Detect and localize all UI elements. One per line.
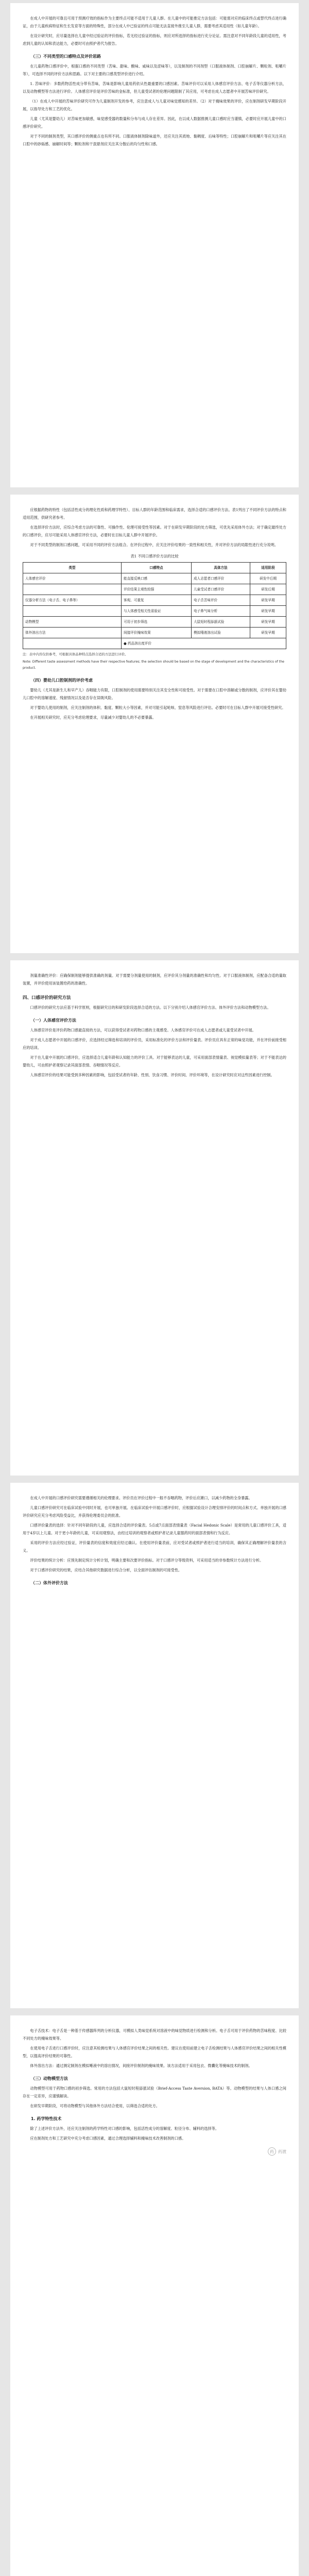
- paragraph: 对于不同类型的制剂口感问题，可采用不同的评价方法组合。在评价过程中，应关注评价结果的一致性和相关性，并对评价方法的局限性进行充分说明。: [30, 543, 278, 547]
- table-cell: 研发后期: [250, 584, 286, 595]
- paragraph: 采用的评价方法应经过验证，评价量表的信度和效度应经过确认。在使用评价量表前，应对受试者或照护者进行适当的培训，确保其正确理解评价量表的含义。: [23, 1540, 286, 1553]
- table-cell: 研发中后期: [250, 573, 286, 584]
- table-cell: ● 药品溶出度评价: [121, 638, 286, 649]
- table-cell: [23, 584, 122, 595]
- table-header-cell: 口感特点: [121, 563, 191, 573]
- paragraph: 应根据药物的特性（包括活性成分的理化性质和药理学特性）、目标人群的年龄范围和临床需求，选择合适的口感评价方法。表1列出了不同评价方法的特点和适用范围，供研究者参考。: [23, 507, 286, 520]
- table-cell: 客观、可重复: [121, 595, 191, 606]
- paragraph: 在儿童药物口感评价中，根据口感的不同类型（苦味、甜味、酸味、咸味以及涩味等），以及制剂的不同剂型（口服液体制剂、口腔崩解片、颗粒剂、咀嚼片等），可选择不同的评价方法和思路。以下对主要的口感类型评价进行介绍。: [23, 64, 286, 76]
- watermark-label: 药渡: [278, 2149, 286, 2154]
- table-row: [23, 595, 286, 606]
- table-cell: 人体感官评价: [23, 573, 122, 584]
- table-cell: 儿童受试者口感评价: [191, 584, 250, 595]
- table-cell: 模拟唾液溶出试验: [191, 628, 250, 638]
- paragraph: 应在制剂处方和工艺研究中充分考虑口感因素，通过合理选择辅料和掩味技术改善制剂的口感。: [30, 2136, 186, 2141]
- document-page: [10, 1483, 299, 2008]
- paragraph: 剂量准确性评价：应确保制剂能够提供准确的剂量。对于需要分剂量使用的制剂，应评价其分剂量的准确性和均匀性。对于口服液体制剂，应配备合适的量取装置，并评价使用该装置给药的准确性。: [23, 973, 286, 986]
- paragraph: 对于婴幼儿使用的制剂，应关注制剂的体积、黏度、颗粒大小等因素，并对可能引起呛咳、窒息等风险进行评估。必要时可在目标人群中开展可接受性研究。: [30, 705, 286, 710]
- paragraph: 在成人中开展的可靠且可用于预测疗效的指标作为主要终点可能不适用于儿童人群。在儿童中的可能推定方法包括：可能需对应的临床终点或替代终点进行确证，由于儿童疾病特征和生长发育等方面的特殊性，部分在成人中已验证的终点可能无法直接外推至儿童人群，需要考虑其适用性（如儿童年龄）。: [23, 16, 286, 28]
- paragraph: （1）在成人中开展的苦味评价研究可作为儿童制剂开发的参考，应注意成人与儿童对味觉感知的差异。（2）对于掩味效果的评价，应在制剂研发早期阶段开展，以指导处方和工艺的优化。: [23, 99, 286, 111]
- table-cell: 动物模型: [23, 617, 122, 628]
- document-page: [10, 3, 299, 487]
- section-heading: （四）婴幼儿口腔制剂的评价考虑: [31, 678, 93, 683]
- paragraph: 电子舌技术：电子舌是一种基于传感器阵列的分析仪器，可模拟人类味觉系统对溶液中的味觉物质进行检测和分析。电子舌可用于评价药物的苦味程度、比较不同处方的掩味效果等。: [23, 2028, 286, 2041]
- table-cell: 研发早期: [250, 606, 286, 617]
- paragraph: 在成人中开展的口感评价研究需要遵循相关的伦理要求。评价员在评价过程中一般不吞咽药物，评价后应漱口，以减少药物的全身暴露。: [30, 1496, 252, 1500]
- table-cell: 研发早期: [250, 595, 286, 606]
- table-cell: 研发早期: [250, 628, 286, 638]
- table-cell: 评价结果主观性较强: [121, 584, 191, 595]
- section-heading: （二）体外评价方法: [31, 1581, 68, 1585]
- table-cell: 间接评价掩味效果: [121, 628, 191, 638]
- paragraph: 在选择评价方法时，应综合考虑方法的可靠性、可操作性、伦理可接受性等因素。对于在研发早期阶段的处方筛选，可优先采用体外方法；对于确定最终处方的口感评价，应尽可能采用人体感官评价方法，必要时在目标儿童人群中开展评价。: [23, 525, 286, 537]
- table-cell: [23, 606, 122, 617]
- paragraph: 对于在儿童中开展的口感评价，应选择适合儿童年龄和认知能力的评价工具。对于能够表达的儿童，可采用面部表情量表、视觉模拟量表等；对于不能表达的婴幼儿，可由照护者观察记录其面部表情、吞咽情况等反应。: [23, 1055, 286, 1067]
- paragraph: 对于成人志愿者中开展的口感评价，应选择经过筛选和培训的评价员，采用标准化的评价方法和评价量表。评价员应具有正常的味觉功能，并在评价前接受相应的培训。: [23, 1038, 286, 1050]
- document-page: [10, 960, 299, 1476]
- watermark: [23, 2147, 286, 2156]
- paragraph: 1. 苦味评价：多数药物活性成分带有苦味，苦味是影响儿童用药依从性最重要的口感因素。苦味评价可以采用人体感官评价方法、电子舌等仪器分析方法，以及动物模型等方法进行评价。人体感官评价是评价苦味的金标准，但儿童受试者的伦理问题限制了其应用，可考虑在成人志愿者中开展苦味评价研究。: [23, 81, 286, 94]
- paragraph: 在使用电子舌进行口感评价时，应注意其检测结果与人体感官评价结果之间的相关性。建议在使用前建立电子舌检测结果与人体感官评价结果之间的相关性模型，以提高评价结果的可靠性。: [23, 2046, 286, 2058]
- table-cell: 能直接反映口感: [121, 573, 191, 584]
- table-row: [23, 638, 286, 649]
- table-header-cell: 类型: [23, 563, 122, 573]
- table-caption: 表1 不同口感评价方法的比较: [130, 554, 179, 558]
- paragraph: 在开展相关研究时，应充分考虑伦理要求，尽量减少对婴幼儿的不必要暴露。: [30, 715, 156, 720]
- table-cell: 电子鼻气味分析: [191, 606, 250, 617]
- paragraph: 除了上述评价方法外，还应关注制剂的药学特性对口感的影响，包括活性成分的溶解度、粒径分布、辅料的选择等。: [30, 2126, 219, 2131]
- paragraph: 对于口感评价研究的结果，应结合其他研究数据进行综合分析，以全面评估制剂的可接受性。: [30, 1568, 182, 1572]
- paragraph: 口感评价的研究方法应基于科学原则，根据研究目的和研发阶段选择合适的方法。以下分别介绍人体感官评价方法、体外评价方法和动物模型方法。: [30, 1005, 271, 1010]
- table-cell: 与人体感受相关性需验证: [121, 606, 191, 617]
- section-heading: （一）人体感官评价方法: [31, 1018, 76, 1023]
- table-header-row: [23, 563, 286, 573]
- watermark-logo-icon: 药: [268, 2147, 276, 2156]
- table-row: [23, 617, 286, 628]
- paragraph: 口感评价量表的选择：针对不同年龄段的儿童，应选择合适的评价量表。5点或7点面部表情量表（Facial Hedonic Scale）是常用的儿童口感评价工具，适用于4岁以上儿童。对于更小年龄的儿童，可采用观察法，由经过培训的观察者或照护者记录儿童服药时的面部表情和行为反应。: [23, 1523, 286, 1535]
- paragraph: 人体感官评价的结果可能受到多种因素的影响，包括受试者的年龄、性别、饮食习惯、评价时间、评价环境等，在设计研究时应对这些因素进行控制。: [30, 1073, 274, 1077]
- document-page: [10, 495, 299, 953]
- paragraph: 动物模型可用于药物口感的初步筛选。常用的方法包括大鼠短时程舔舐试验（Brief-Access Taste Aversion, BATA）等。动物模型的结果与人体口感之间存在一定差异，应谨慎解读。: [23, 2086, 286, 2098]
- table-note: 注：表中内容仅供参考，可根据具体品种特点选择合适的方法进行评价。: [23, 652, 128, 656]
- table-header-cell: 适用阶段: [250, 563, 286, 573]
- table-row: [23, 606, 286, 617]
- table-row: [23, 573, 286, 584]
- table-header-cell: 具体方法: [191, 563, 250, 573]
- comparison-table: [23, 562, 286, 649]
- paragraph: 对于不同的制剂类型，其口感评价的侧重点也有所不同。口服液体制剂除味道外，还应关注其质地、黏稠度、后味等特性；口腔崩解片和咀嚼片等应关注其在口腔中的砂砾感、崩解时间等；颗粒剂和干混悬剂应关注其分散后的均匀性和口感。: [23, 134, 286, 146]
- table-row: [23, 628, 286, 638]
- paragraph: 儿童口感评价研究可在临床试验中同时开展，也可单独开展。在临床试验中开展口感评价时，应根据试验设计合理安排评价的时间点和方式。单独开展的口感评价研究应充分考虑风险受益比，并获得伦理委员会的批准。: [23, 1505, 286, 1518]
- table-cell: [23, 638, 122, 649]
- table-cell: 研发早期: [250, 617, 286, 628]
- paragraph: 在设计研究时，应尽量选择在儿童中经过验证的评价指标，若无经过验证的指标，则应对所选择的指标进行充分论证。需注意对不同年龄段儿童的适用性，考虑到儿童的认知和表达能力，必要时可由照护者代为报告。: [23, 33, 286, 46]
- document-page: [10, 2015, 299, 2576]
- section-heading: 四、口感评价的研究方法: [23, 995, 71, 1001]
- paragraph: 婴幼儿（尤其是新生儿和早产儿）吞咽能力有限，口腔制剂的使用需要特别关注其安全性和可接受性。对于需要在口腔中溶解或分散的制剂，应评价其在婴幼儿口腔中的溶解速度、残留情况以及是否存在误吸风险。: [23, 688, 286, 700]
- table-cell: 电子舌苦味评价: [191, 595, 250, 606]
- table-cell: 仪器分析方法（电子舌、电子鼻等）: [23, 595, 122, 606]
- section-heading: （三）动物模型方法: [31, 2076, 68, 2081]
- paragraph: 人体感官评价是评价药物口感最直接的方法，可以获得受试者对药物口感的主观感受。人体感官评价可在成人志愿者或儿童受试者中开展。: [30, 1028, 256, 1032]
- table-row: [23, 584, 286, 595]
- table-cell: 大鼠短时程舔舐试验: [191, 617, 250, 628]
- paragraph: 体外溶出方法：通过测定制剂在模拟唾液中的溶出情况，间接评价制剂的掩味效果。该方法适用于采用包衣、微囊化等掩味技术的制剂。: [30, 2063, 252, 2068]
- table-cell: 可用于初步筛选: [121, 617, 191, 628]
- table-cell: 体外溶出方法: [23, 628, 122, 638]
- paragraph: 儿童（尤其是婴幼儿）对苦味更加敏感，味觉感受器的数量和分布与成人存在差异。因此，在以成人数据推测儿童口感时应当谨慎，必要时应开展儿童中的口感评价研究。: [23, 116, 286, 129]
- section-heading: （三）不同类型的口感特点及评价思路: [31, 54, 101, 59]
- paragraph: 在研发早期阶段，可将动物模型与其他体外方法结合使用，以筛选合适的处方。: [30, 2104, 160, 2108]
- table-cell: 成人志愿者口感评价: [191, 573, 250, 584]
- section-heading: 1. 药学特性技术: [31, 2116, 62, 2121]
- table-note-english: Note: Different taste assessment methods have their respective features; the selection should be based on the stage of development and the characteristics of the product.: [23, 660, 284, 670]
- paragraph: 评价结果的统计分析：应预先制定统计分析计划，明确主要和次要评价指标。对于口感评分等级资料，可采用适当的非参数统计方法进行分析。: [30, 1558, 264, 1563]
